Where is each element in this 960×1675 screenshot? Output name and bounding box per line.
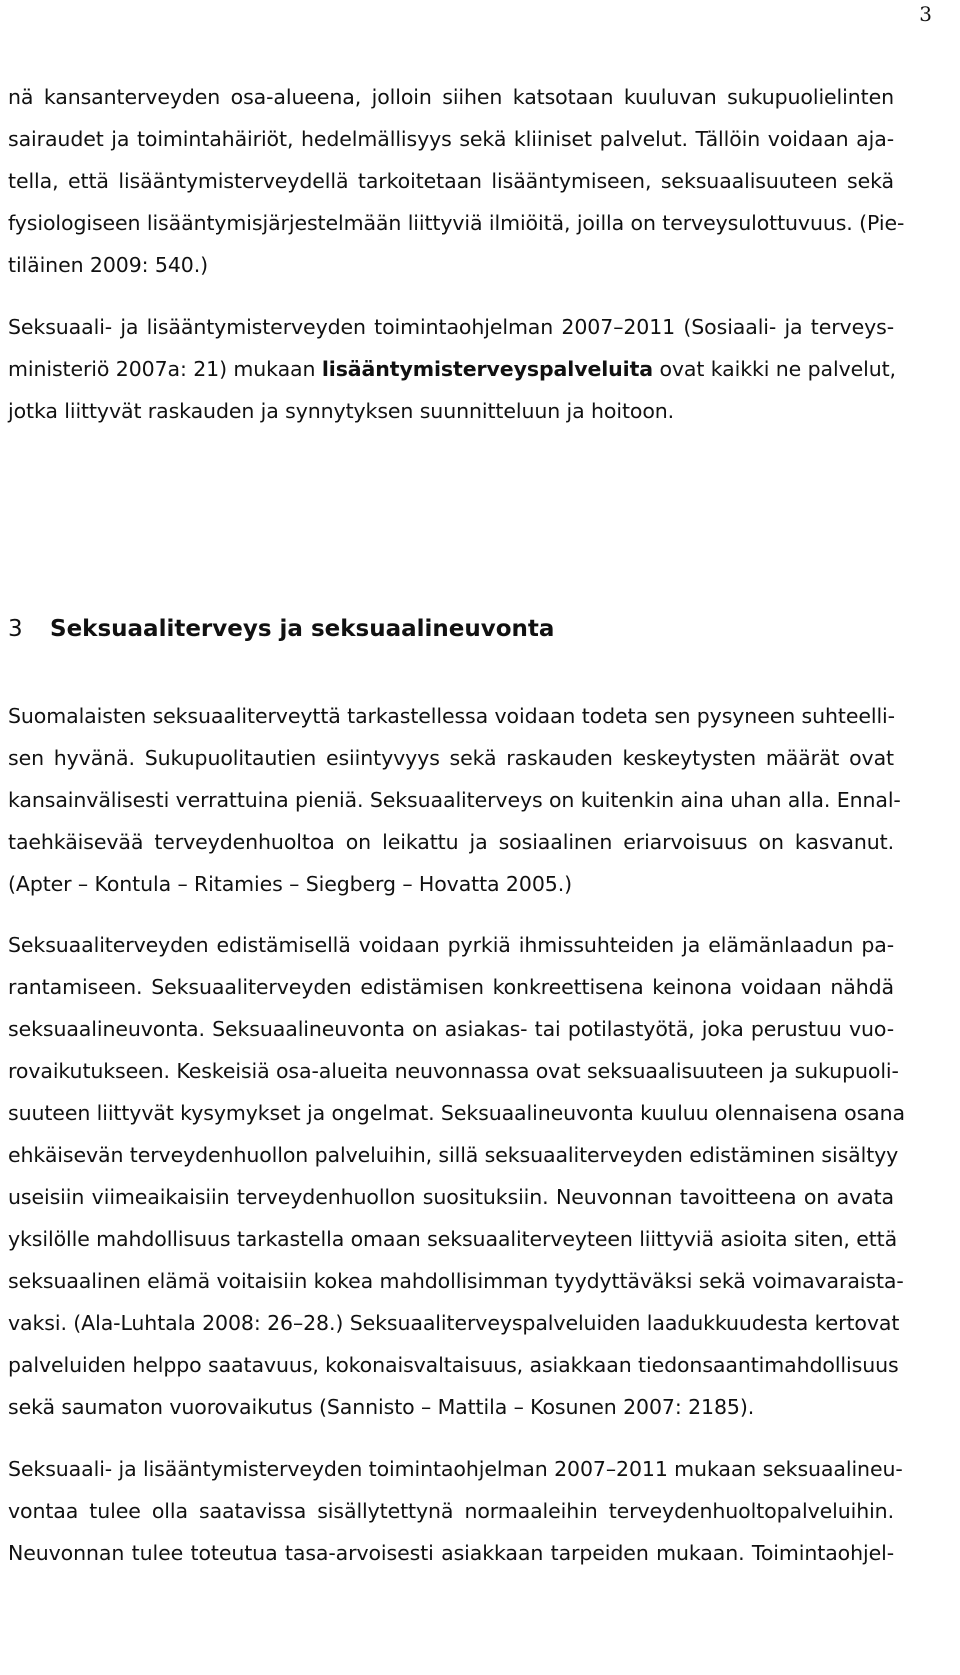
text-line: seksuaalineuvonta. Seksuaalineuvonta on asiakas- tai potilastyötä, joka perustuu vuo- xyxy=(8,1017,894,1041)
text-line: jotka liittyvät raskauden ja synnytyksen suunnitteluun ja hoitoon. xyxy=(8,399,675,423)
text-line xyxy=(8,359,894,380)
page-number: 3 xyxy=(919,2,932,26)
text-line: (Apter – Kontula – Ritamies – Siegberg – Hovatta 2005.) xyxy=(8,872,573,896)
text-line: tella, että lisääntymisterveydellä tarkoitetaan lisääntymiseen, seksuaalisuuteen sekä xyxy=(8,169,894,193)
text-line: palveluiden helppo saatavuus, kokonaisvaltaisuus, asiakkaan tiedonsaantimahdollisuus xyxy=(8,1353,899,1377)
text-line: Seksuaali- ja lisääntymisterveyden toimintaohjelman 2007–2011 (Sosiaali- ja terveys- xyxy=(8,315,894,339)
text-line: kansainvälisesti verrattuina pieniä. Seksuaaliterveys on kuitenkin aina uhan alla. Ennal- xyxy=(8,788,901,812)
text-line: yksilölle mahdollisuus tarkastella omaan seksuaaliterveyteen liittyviä asioita siten, että xyxy=(8,1227,898,1251)
text-line: nä kansanterveyden osa-alueena, jolloin siihen katsotaan kuuluvan sukupuolielinten xyxy=(8,85,894,109)
text-line: Neuvonnan tulee toteutua tasa-arvoisesti asiakkaan tarpeiden mukaan. Toimintaohjel- xyxy=(8,1541,894,1565)
text-line: tiläinen 2009: 540.) xyxy=(8,253,209,277)
text-line: ehkäisevän terveydenhuollon palveluihin, sillä seksuaaliterveyden edistäminen sisältyy xyxy=(8,1143,899,1167)
text-line: Seksuaali- ja lisääntymisterveyden toimintaohjelman 2007–2011 mukaan seksuaalineu- xyxy=(8,1457,903,1481)
text-line: sairaudet ja toimintahäiriöt, hedelmällisyys sekä kliiniset palvelut. Tällöin voidaan aja- xyxy=(8,127,894,151)
section-title: Seksuaaliterveys ja seksuaalineuvonta xyxy=(50,616,555,642)
text-segment: ministeriö 2007a: 21) mukaan xyxy=(8,357,322,381)
text-line: fysiologiseen lisääntymisjärjestelmään liittyviä ilmiöitä, joilla on terveysulottuvuus. (Pie- xyxy=(8,211,905,235)
bold-term: lisääntymisterveyspalveluita xyxy=(321,357,654,381)
text-line: rovaikutukseen. Keskeisiä osa-alueita neuvonnassa ovat seksuaalisuuteen ja sukupuoli- xyxy=(8,1059,899,1083)
section-number: 3 xyxy=(8,616,23,642)
text-line: seksuaalinen elämä voitaisiin kokea mahdollisimman tyydyttäväksi sekä voimavaraista- xyxy=(8,1269,904,1293)
text-line: sekä saumaton vuorovaikutus (Sannisto – Mattila – Kosunen 2007: 2185). xyxy=(8,1395,755,1419)
text-line: Seksuaaliterveyden edistämisellä voidaan pyrkiä ihmissuhteiden ja elämänlaadun pa- xyxy=(8,933,894,957)
text-line: taehkäisevää terveydenhuoltoa on leikattu ja sosiaalinen eriarvoisuus on kasvanut. xyxy=(8,830,894,854)
text-line: rantamiseen. Seksuaaliterveyden edistämisen konkreettisena keinona voidaan nähdä xyxy=(8,975,894,999)
text-segment: ovat kaikki ne palvelut, xyxy=(653,357,896,381)
text-line: sen hyvänä. Sukupuolitautien esiintyvyys sekä raskauden keskeytysten määrät ovat xyxy=(8,746,894,770)
section-heading xyxy=(8,616,554,642)
text-line: Suomalaisten seksuaaliterveyttä tarkastellessa voidaan todeta sen pysyneen suhteelli- xyxy=(8,704,895,728)
text-line: useisiin viimeaikaisiin terveydenhuollon suosituksiin. Neuvonnan tavoitteena on avata xyxy=(8,1185,894,1209)
text-line: vaksi. (Ala-Luhtala 2008: 26–28.) Seksuaaliterveyspalveluiden laadukkuudesta kertovat xyxy=(8,1311,900,1335)
text-line: suuteen liittyvät kysymykset ja ongelmat. Seksuaalineuvonta kuuluu olennaisena osana xyxy=(8,1101,906,1125)
text-line: vontaa tulee olla saatavissa sisällytettynä normaaleihin terveydenhuoltopalveluihin. xyxy=(8,1499,894,1523)
